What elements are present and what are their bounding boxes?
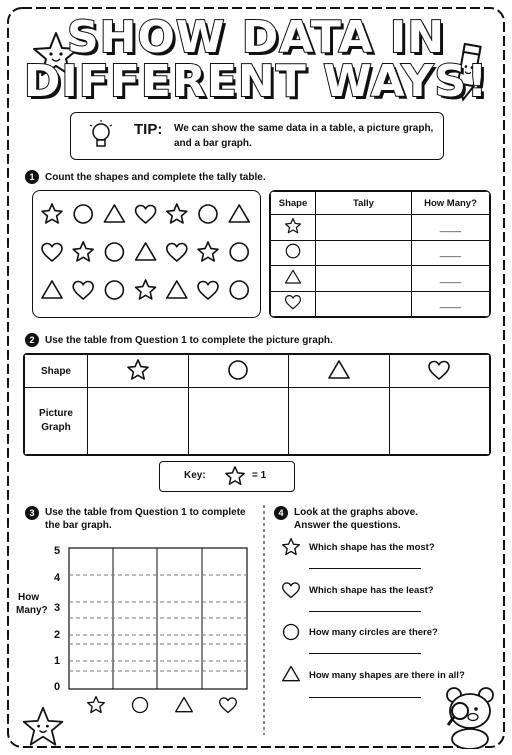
- y-tick-1: 1: [54, 655, 61, 667]
- question-3-line1: Use the table from Question 1 to complete: [45, 507, 246, 518]
- bar-graph-ylabel-line1: How: [18, 592, 40, 603]
- question-circles: How many circles are there?: [309, 627, 438, 638]
- count-blank[interactable]: ____: [412, 215, 490, 241]
- bar-graph-circle-icon: [130, 695, 150, 715]
- lightbulb-icon: [87, 119, 115, 153]
- count-blank[interactable]: ____: [412, 291, 490, 317]
- page-title-line1: SHOW DATA IN: [66, 12, 446, 63]
- question-2-text: Use the table from Question 1 to complete the picture graph.: [45, 335, 333, 346]
- picture-graph-triangle-icon: [289, 355, 390, 388]
- question-number-1: 1: [25, 170, 39, 184]
- grid-triangle-icon: [229, 205, 249, 222]
- question-most: Which shape has the most?: [309, 542, 435, 553]
- picture-graph-key: [159, 461, 295, 492]
- grid-circle-icon: [74, 205, 92, 223]
- tip-label: TIP:: [134, 121, 163, 138]
- bottom-star-icon: [20, 705, 66, 749]
- picture-graph-cell[interactable]: [88, 388, 189, 455]
- question-star-icon: [281, 537, 301, 557]
- y-tick-4: 4: [54, 572, 61, 584]
- tally-header-shape: Shape: [271, 192, 316, 215]
- tally-row-star-icon: [271, 215, 316, 241]
- question-circle-icon: [281, 622, 301, 642]
- bar-graph-grid: [68, 547, 253, 693]
- question-4-line1: Look at the graphs above.: [294, 507, 418, 518]
- key-star-icon: [224, 465, 246, 487]
- picture-graph-shape-label: Shape: [25, 355, 88, 388]
- grid-triangle-icon: [42, 281, 62, 298]
- tally-row-circle-icon: [271, 240, 316, 266]
- grid-triangle-icon: [104, 205, 124, 222]
- grid-circle-icon: [230, 281, 248, 299]
- question-number-3: 3: [25, 506, 39, 520]
- count-blank[interactable]: ____: [412, 240, 490, 266]
- question-3-line2: the bar graph.: [45, 520, 112, 531]
- grid-heart-icon: [198, 282, 218, 300]
- grid-star-icon: [136, 280, 156, 299]
- question-heart-icon: [281, 580, 301, 600]
- grid-heart-icon: [136, 206, 156, 224]
- picture-graph-cell[interactable]: [389, 388, 490, 455]
- bar-graph-triangle-icon: [174, 695, 194, 715]
- answer-line[interactable]: [309, 653, 421, 654]
- answer-line[interactable]: [309, 568, 421, 569]
- tally-cell[interactable]: [316, 291, 412, 317]
- section-divider: [263, 505, 265, 735]
- tally-cell[interactable]: [316, 215, 412, 241]
- question-all-shapes: How many shapes are there in all?: [309, 670, 465, 681]
- tally-row-heart-icon: [271, 291, 316, 317]
- answer-line[interactable]: [309, 697, 421, 698]
- picture-graph-row-label: Picture Graph: [25, 388, 88, 455]
- grid-heart-icon: [167, 244, 187, 262]
- grid-heart-icon: [73, 282, 93, 300]
- tally-header-tally: Tally: [316, 192, 412, 215]
- grid-star-icon: [73, 242, 93, 261]
- bar-graph-ylabel-line2: Many?: [16, 605, 48, 616]
- answer-line[interactable]: [309, 611, 421, 612]
- question-triangle-icon: [281, 664, 301, 684]
- bear-with-magnifier-icon: [440, 683, 504, 749]
- grid-star-icon: [167, 204, 187, 223]
- tally-row-triangle-icon: [271, 266, 316, 292]
- question-least: Which shape has the least?: [309, 585, 434, 596]
- picture-graph: [23, 353, 491, 456]
- picture-graph-cell[interactable]: [188, 388, 289, 455]
- picture-graph-star-icon: [88, 355, 189, 388]
- picture-graph-heart-icon: [389, 355, 490, 388]
- picture-graph-circle-icon: [188, 355, 289, 388]
- question-number-2: 2: [25, 333, 39, 347]
- bar-graph-star-icon: [86, 695, 106, 715]
- bar-graph-heart-icon: [218, 695, 238, 715]
- grid-star-icon: [198, 242, 218, 261]
- tip-text: We can show the same data in a table, a picture graph, and a bar graph.: [174, 123, 434, 149]
- grid-star-icon: [42, 204, 62, 223]
- picture-graph-cell[interactable]: [289, 388, 390, 455]
- tally-header-how-many: How Many?: [412, 192, 490, 215]
- grid-circle-icon: [230, 243, 248, 261]
- key-value: = 1: [252, 470, 267, 481]
- y-tick-3: 3: [54, 602, 61, 614]
- grid-triangle-icon: [167, 281, 187, 298]
- shapes-grid: [32, 190, 259, 316]
- y-tick-2: 2: [54, 629, 61, 641]
- question-4-line2: Answer the questions.: [294, 520, 401, 531]
- page-title-line2: DIFFERENT WAYS!: [23, 56, 489, 107]
- key-label: Key:: [184, 470, 206, 481]
- tally-cell[interactable]: [316, 240, 412, 266]
- count-blank[interactable]: ____: [412, 266, 490, 292]
- question-number-4: 4: [274, 506, 288, 520]
- grid-circle-icon: [199, 205, 217, 223]
- grid-triangle-icon: [136, 243, 156, 260]
- tip-box: [70, 112, 444, 160]
- grid-heart-icon: [42, 244, 62, 262]
- question-1-text: Count the shapes and complete the tally table.: [45, 172, 266, 183]
- grid-circle-icon: [105, 243, 123, 261]
- y-tick-5: 5: [54, 545, 61, 557]
- y-tick-0: 0: [54, 681, 61, 693]
- tally-cell[interactable]: [316, 266, 412, 292]
- tally-table: [269, 190, 491, 318]
- grid-circle-icon: [105, 281, 123, 299]
